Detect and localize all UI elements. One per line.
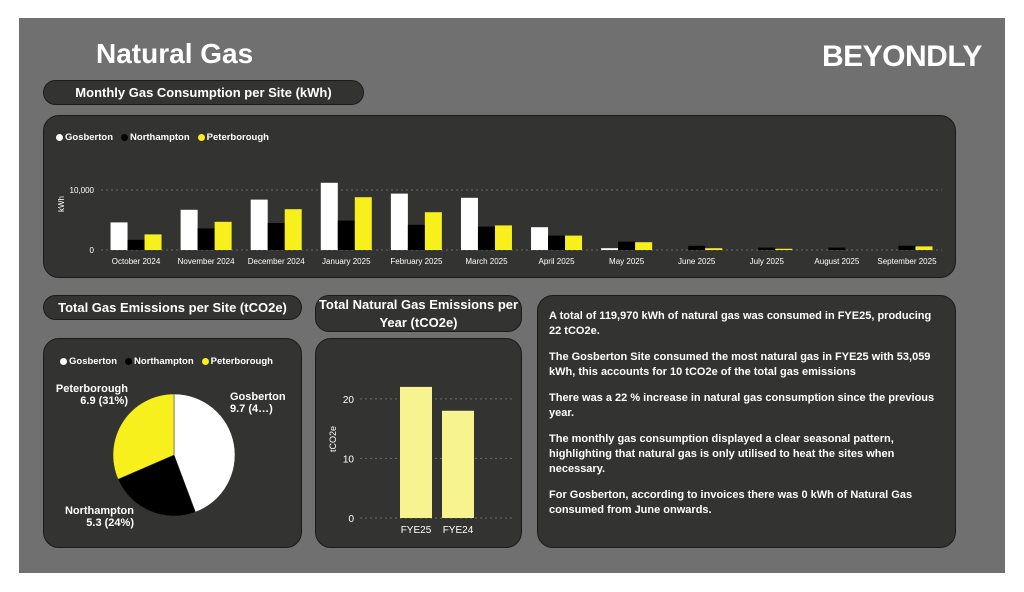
x-tick-label: August 2025 [814,257,860,266]
y-tick-label: 0 [89,246,94,255]
bar-gosberton-march-2025 [461,198,478,250]
bar-gosberton-december-2024 [251,200,268,250]
year-emissions-panel [315,338,522,548]
pie-label-peterborough-value: 6.9 (31%) [80,395,128,407]
x-tick-label: October 2024 [111,257,161,266]
monthly-bar-chart [44,116,954,276]
summary-panel [537,295,956,548]
bar-northampton-september-2025 [898,246,915,250]
legend-label: Northampton [130,132,190,143]
x-tick-label: April 2025 [538,257,575,266]
x-tick-label: November 2024 [177,257,235,266]
year-emissions-heading: Total Natural Gas Emissions per Year (tCO2e) [315,295,522,332]
bar-peterborough-january-2025 [355,197,372,250]
bar-northampton-june-2025 [688,246,705,250]
bar-northampton-october-2024 [128,240,145,250]
x-tick-label: January 2025 [322,257,371,266]
year-bar-chart [316,339,520,545]
legend-label: Peterborough [210,356,273,367]
monthly-chart-panel [43,115,956,278]
brand-logo: BEYONDLY [822,40,982,73]
bar-peterborough-april-2025 [565,236,582,250]
monthly-y-axis-label: kWh [57,196,66,212]
page-title: Natural Gas [96,38,254,69]
x-tick-label: March 2025 [465,257,508,266]
bar-peterborough-june-2025 [705,248,722,250]
x-tick-label: June 2025 [678,257,716,266]
bar-peterborough-july-2025 [775,249,792,250]
site-emissions-heading: Total Gas Emissions per Site (tCO2e) [43,295,302,320]
bar-gosberton-may-2025 [601,248,618,250]
bar-gosberton-november-2024 [181,210,198,250]
pie-label-peterborough-name: Peterborough [55,383,128,395]
bar-gosberton-april-2025 [531,227,548,250]
bar-peterborough-march-2025 [495,225,512,250]
bar-northampton-january-2025 [338,221,355,250]
pie-label-gosberton-name: Gosberton [230,391,286,403]
bar-northampton-august-2025 [828,248,845,250]
x-tick-label: September 2025 [877,257,937,266]
pie-label-northampton-value: 5.3 (24%) [86,517,134,529]
bar-fye24 [442,411,474,518]
bar-peterborough-september-2025 [915,246,932,250]
summary-paragraph: A total of 119,970 kWh of natural gas was consumed in FYE25, producing 22 tCO2e. [549,310,932,337]
pie-label-northampton-name: Northampton [64,505,134,517]
bar-northampton-may-2025 [618,242,635,250]
y-tick-label: 10 [342,454,354,466]
legend-label: Northampton [134,356,194,367]
x-tick-label: July 2025 [749,257,784,266]
bar-northampton-december-2024 [268,223,285,250]
monthly-chart-heading: Monthly Gas Consumption per Site (kWh) [43,80,364,105]
x-tick-label: December 2024 [247,257,305,266]
bar-gosberton-october-2024 [111,222,128,250]
x-tick-label: February 2025 [390,257,443,266]
pie-label-gosberton-value: 9.7 (4…) [230,403,273,415]
x-tick-label: FYE24 [442,525,474,536]
year-y-axis-label: tCO2e [328,425,338,453]
summary-paragraph: The monthly gas consumption displayed a clear seasonal pattern, highlighting that natural gas is only utilised to heat the sites when necessary. [549,433,895,475]
y-tick-label: 20 [342,394,354,406]
summary-paragraph: The Gosberton Site consumed the most natural gas in FYE25 with 53,059 kWh, this accounts for 10 tCO2e of the total gas emissions [549,351,931,378]
bar-gosberton-january-2025 [321,183,338,250]
bar-northampton-february-2025 [408,225,425,250]
bar-peterborough-november-2024 [215,222,232,250]
legend-label: Peterborough [206,132,269,143]
bar-northampton-november-2024 [198,228,215,250]
y-tick-label: 0 [348,514,354,525]
bar-northampton-july-2025 [758,248,775,250]
bar-northampton-march-2025 [478,227,495,250]
summary-paragraph: There was a 22 % increase in natural gas consumption since the previous year. [549,392,935,419]
bar-peterborough-may-2025 [635,242,652,250]
legend-label: Gosberton [69,356,118,367]
summary-paragraph: For Gosberton, according to invoices there was 0 kWh of Natural Gas consumed from June onwards. [549,489,913,516]
x-tick-label: May 2025 [609,257,645,266]
bar-fye25 [400,387,432,518]
legend-label: Gosberton [65,132,114,143]
bar-peterborough-october-2024 [145,234,162,250]
site-pie-chart [44,339,300,545]
bar-peterborough-february-2025 [425,212,442,250]
x-tick-label: FYE25 [400,525,432,536]
bar-gosberton-february-2025 [391,194,408,250]
bar-peterborough-december-2024 [285,209,302,250]
site-emissions-panel [43,338,302,548]
bar-northampton-april-2025 [548,236,565,250]
y-tick-label: 10,000 [69,186,94,195]
